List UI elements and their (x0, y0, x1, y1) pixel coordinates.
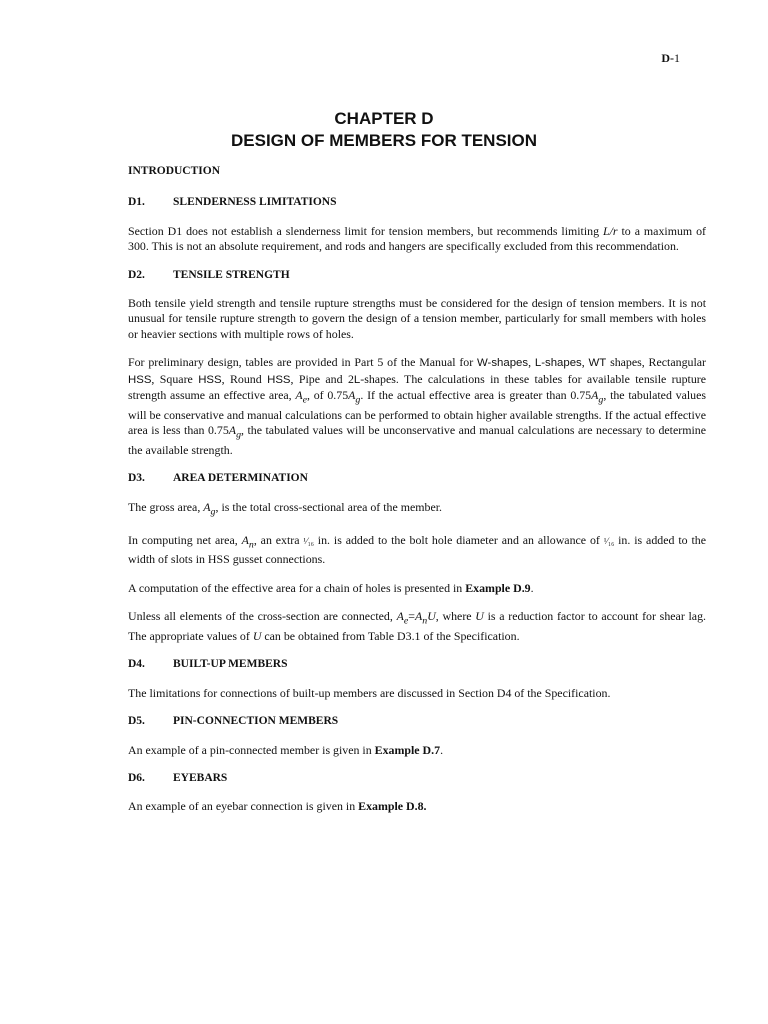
text-run: , Square (151, 371, 199, 386)
text-run: Unless all elements of the cross-section are connected, (128, 609, 397, 624)
text-run: in. is added to the width of slots in HSS gusset connections. (128, 532, 706, 567)
text-run: Section D1 does not establish a slenderness limit for tension members, but recommends limiting (128, 223, 603, 238)
shape-name: W-shapes (477, 357, 529, 370)
d3-paragraph-2 (128, 533, 706, 568)
section-heading-d5 (128, 714, 706, 729)
section-heading-d2 (128, 268, 706, 283)
text-run: A computation of the effective area for a chain of holes is presented in (128, 580, 466, 595)
shape-name: L (353, 373, 361, 386)
subscript: g (355, 394, 361, 406)
subscript: e (403, 615, 409, 627)
symbol: A (591, 388, 599, 403)
text-run: , (528, 355, 535, 370)
chapter-label: CHAPTER D (334, 109, 434, 128)
text-run: . (440, 742, 444, 757)
section-title: SLENDERNESS LIMITATIONS (173, 196, 337, 209)
section-number: D6. (128, 772, 145, 785)
example-reference: Example D.8. (358, 799, 427, 814)
shape-name: HSS (198, 373, 222, 386)
subscript: g (236, 429, 242, 441)
text-run: to a maximum of 300. This is not an absolute requirement, and rods and hangers are specifically excluded from this recommendation. (128, 223, 706, 254)
symbol: A (203, 499, 211, 514)
text-run: -shapes. The calculations in these tables for available tensile rupture strength assume an effective area, (128, 371, 706, 403)
text-run: , (581, 355, 589, 370)
text-run: The gross area, (128, 499, 204, 514)
section-title: AREA DETERMINATION (173, 472, 308, 485)
page-number-prefix: D- (661, 51, 674, 65)
section-heading-d4 (128, 657, 706, 672)
section-title: EYEBARS (173, 772, 228, 785)
text-run: . If the actual effective area is greater than 0.75 (360, 388, 592, 403)
text-run: . (530, 580, 534, 595)
text-run: , Pipe and 2 (290, 371, 354, 386)
symbol: A (295, 388, 303, 403)
symbol: U (427, 609, 436, 624)
subscript: g (598, 394, 604, 406)
section-number: D1. (128, 196, 145, 209)
shape-name: HSS (128, 373, 152, 386)
section-heading-d3 (128, 471, 706, 486)
text-run: is a reduction factor to account for shear lag. The appropriate values of (128, 609, 707, 643)
section-heading-d1 (128, 195, 706, 210)
section-title: BUILT-UP MEMBERS (173, 658, 288, 671)
symbol: A (241, 532, 249, 547)
text-run: , of 0.75 (307, 388, 349, 403)
text-run: An example of a pin-connected member is given in (128, 742, 375, 757)
slenderness-ratio-symbol: L/r (603, 223, 618, 238)
section-title: TENSILE STRENGTH (173, 268, 290, 281)
fraction: ¹⁄₁₆ (303, 535, 314, 546)
page-number (661, 51, 680, 66)
example-reference: Example D.9 (465, 580, 531, 595)
d3-paragraph-3 (128, 581, 706, 596)
text-run: For preliminary design, tables are provided in Part 5 of the Manual for (128, 355, 478, 370)
section-number: D3. (128, 472, 145, 485)
text-run: , the tabulated values will be unconservative and manual calculations are necessary to determine the available strength. (128, 423, 706, 458)
section-heading-d6 (128, 771, 706, 786)
text-run: in. is added to the bolt hole diameter and an allowance of (313, 532, 604, 547)
text-run: , is the total cross-sectional area of the member. (215, 499, 443, 514)
symbol: A (348, 388, 356, 403)
subscript: g (210, 506, 216, 518)
section-title: PIN-CONNECTION MEMBERS (173, 715, 339, 728)
text-run: , Round (221, 371, 268, 386)
d3-paragraph-1 (128, 500, 706, 520)
d6-paragraph (128, 799, 706, 814)
symbol: U (252, 629, 262, 643)
symbol: A (228, 423, 237, 438)
text-run: An example of an eyebar connection is given in (128, 799, 359, 814)
page-number-value: 1 (674, 51, 680, 65)
section-number: D4. (128, 658, 145, 671)
shape-name: L-shapes (534, 357, 582, 370)
text-run: can be obtained from Table D3.1 of the Specification. (261, 629, 520, 643)
d3-paragraph-4 (128, 609, 706, 644)
text-run: , where (435, 609, 476, 624)
d1-paragraph (128, 224, 706, 255)
text-run: , an extra (253, 532, 304, 547)
document-body (128, 164, 706, 828)
shape-name: HSS (267, 373, 291, 386)
subscript: e (302, 394, 307, 406)
text-run: , the tabulated values will be conservative and manual calculations can be performed to obtain higher available strengths. If the actual effective area is less than 0.75 (128, 388, 707, 438)
symbol: A (396, 609, 404, 624)
shape-name: WT (588, 357, 607, 370)
subscript: n (422, 615, 428, 627)
subscript: n (248, 539, 254, 550)
d5-paragraph (128, 743, 706, 758)
text-run: = (408, 609, 415, 624)
section-number: D2. (128, 268, 145, 281)
text-run: shapes, Rectangular (606, 355, 707, 370)
d2-paragraph-1: Both tensile yield strength and tensile rupture strengths must be considered for the design of tension members. It is not unusual for tensile rupture strength to govern the design of a tension member, particularly for small members with holes or heavier sections with multiple rows of holes. (128, 296, 706, 341)
text-run: In computing net area, (128, 532, 242, 547)
d2-paragraph-2 (128, 355, 706, 458)
chapter-title: DESIGN OF MEMBERS FOR TENSION (230, 131, 538, 150)
example-reference: Example D.7 (374, 742, 441, 757)
introduction-heading: INTRODUCTION (128, 165, 221, 177)
section-number: D5. (128, 715, 145, 728)
symbol: U (475, 609, 484, 624)
fraction: ¹⁄₁₆ (603, 535, 615, 546)
chapter-heading (0, 108, 768, 152)
d4-paragraph: The limitations for connections of built-up members are discussed in Section D4 of the Specification. (128, 685, 611, 700)
symbol: A (414, 609, 423, 624)
